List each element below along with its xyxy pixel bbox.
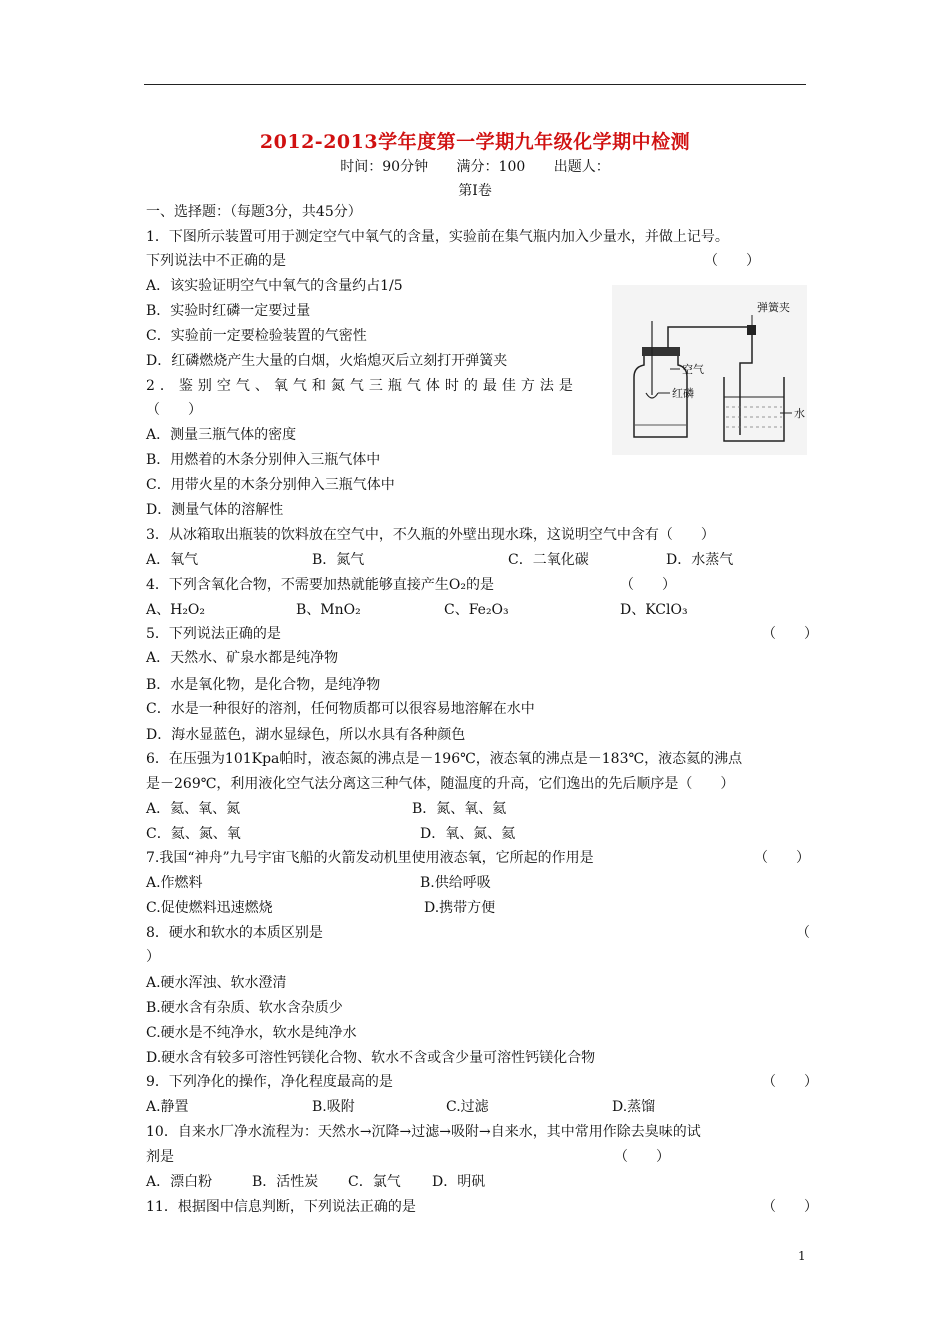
q2-stem: 2．鉴别空气、氧气和氮气三瓶气体时的最佳方法是 [146, 378, 578, 394]
q1-stem-line2: 下列说法中不正确的是 [146, 253, 286, 269]
q10-answer-paren: （ ） [614, 1149, 670, 1165]
q8-option-b: B.硬水含有杂质、软水含杂质少 [146, 1000, 343, 1016]
q6-option-d: D．氧、氮、氦 [420, 826, 516, 842]
q10-option-c: C．氯气 [348, 1174, 401, 1190]
q3-option-d: D．水蒸气 [666, 552, 734, 568]
q11-stem: 11．根据图中信息判断，下列说法正确的是 [146, 1199, 416, 1215]
q4-answer-paren: （ ） [620, 577, 676, 593]
q7-answer-paren: （ ） [754, 850, 810, 866]
q8-option-c: C.硬水是不纯净水，软水是纯净水 [146, 1025, 357, 1041]
q1-option-a: A．该实验证明空气中氧气的含量约占1/5 [146, 278, 403, 294]
q4-stem: 4．下列含氧化合物，不需要加热就能够直接产生O₂的是 [146, 577, 494, 593]
q6-stem-line2: 是－269℃，利用液化空气法分离这三种气体，随温度的升高，它们逸出的先后顺序是（ ） [146, 776, 735, 792]
q9-answer-paren: （ ） [762, 1074, 818, 1090]
q9-option-d: D.蒸馏 [612, 1099, 656, 1115]
q8-option-d: D.硬水含有较多可溶性钙镁化合物、软水不含或含少量可溶性钙镁化合物 [146, 1050, 596, 1066]
q5-answer-paren: （ ） [762, 626, 818, 642]
q2-answer-paren: （ ） [146, 402, 202, 418]
label-phosphorus: 红磷 [672, 387, 694, 400]
q3-stem: 3．从冰箱取出瓶装的饮料放在空气中，不久瓶的外壁出现水珠，这说明空气中含有（ ） [146, 527, 715, 543]
q5-option-c: C．水是一种很好的溶剂，任何物质都可以很容易地溶解在水中 [146, 701, 535, 717]
exam-meta [0, 156, 950, 176]
q4-option-d: D、KClO₃ [620, 602, 688, 618]
q8-option-a: A.硬水浑浊、软水澄清 [146, 975, 287, 991]
q6-option-b: B．氮、氧、氦 [412, 801, 507, 817]
q9-option-b: B.吸附 [312, 1099, 355, 1115]
q5-option-d: D．海水显蓝色，湖水显绿色，所以水具有各种颜色 [146, 727, 466, 743]
label-water: 水 [794, 407, 805, 420]
q5-option-a: A．天然水、矿泉水都是纯净物 [146, 650, 339, 666]
q9-option-c: C.过滤 [446, 1099, 489, 1115]
q6-option-c: C．氦、氮、氧 [146, 826, 241, 842]
q2-option-a: A．测量三瓶气体的密度 [146, 427, 297, 443]
q6-stem-line1: 6．在压强为101Kpa帕时，液态氮的沸点是－196℃，液态氧的沸点是－183℃，液态氦的沸点 [146, 751, 743, 767]
q10-option-d: D．明矾 [432, 1174, 486, 1190]
q7-option-a: A.作燃料 [146, 875, 203, 891]
section-heading: 一、选择题：（每题3分，共45分） [146, 204, 362, 220]
q9-stem: 9．下列净化的操作，净化程度最高的是 [146, 1074, 393, 1090]
exam-score: 满分：100 [456, 159, 526, 175]
q2-option-b: B．用燃着的木条分别伸入三瓶气体中 [146, 452, 381, 468]
q4-option-c: C、Fe₂O₃ [444, 602, 509, 618]
q2-option-c: C．用带火星的木条分别伸入三瓶气体中 [146, 477, 395, 493]
label-air: 空气 [682, 363, 704, 376]
apparatus-figure [612, 285, 807, 455]
q1-option-d: D．红磷燃烧产生大量的白烟，火焰熄灭后立刻打开弹簧夹 [146, 353, 508, 369]
q3-option-a: A．氧气 [146, 552, 199, 568]
q5-stem: 5．下列说法正确的是 [146, 626, 281, 642]
q11-answer-paren: （ ） [762, 1199, 818, 1215]
q9-option-a: A.静置 [146, 1099, 189, 1115]
spring-clip [747, 325, 756, 335]
bottle-stopper [642, 347, 680, 356]
q2-option-d: D．测量气体的溶解性 [146, 502, 284, 518]
q7-option-c: C.促使燃料迅速燃烧 [146, 900, 273, 916]
q8-stem: 8．硬水和软水的本质区别是 [146, 925, 323, 941]
q5-option-b: B．水是氧化物，是化合物，是纯净物 [146, 677, 381, 693]
label-clip: 弹簧夹 [757, 301, 790, 314]
q8-paren-open: （ [796, 925, 810, 941]
q4-option-a: A、H₂O₂ [146, 602, 206, 618]
q1-option-c: C．实验前一定要检验装置的气密性 [146, 328, 367, 344]
page-number: 1 [798, 1249, 806, 1263]
q7-option-d: D.携带方便 [424, 900, 496, 916]
q8-paren-close: ） [146, 949, 160, 965]
q7-option-b: B.供给呼吸 [420, 875, 491, 891]
exam-time: 时间：90分钟 [340, 159, 429, 175]
q1-stem-line1: 1．下图所示装置可用于测定空气中氧气的含量，实验前在集气瓶内加入少量水，并做上记号。 [146, 229, 729, 245]
q4-option-b: B、MnO₂ [296, 602, 361, 618]
q1-answer-paren: （ ） [704, 253, 760, 269]
q1-option-b: B．实验时红磷一定要过量 [146, 303, 311, 319]
q10-stem-line1: 10．自来水厂净水流程为：天然水→沉降→过滤→吸附→自来水，其中常用作除去臭味的试 [146, 1124, 701, 1140]
q3-option-b: B．氮气 [312, 552, 365, 568]
q10-stem-line2: 剂是 [146, 1149, 174, 1165]
q6-option-a: A．氦、氧、氮 [146, 801, 241, 817]
q7-stem: 7.我国“神舟”九号宇宙飞船的火箭发动机里使用液态氧，它所起的作用是 [146, 850, 594, 866]
page-title: 2012-2013学年度第一学期九年级化学期中检测 [259, 131, 691, 153]
header-rule [144, 84, 806, 85]
q10-option-a: A．漂白粉 [146, 1174, 213, 1190]
volume-label: 第I卷 [458, 183, 492, 199]
exam-author: 出题人： [553, 159, 610, 175]
q10-option-b: B．活性炭 [252, 1174, 319, 1190]
q3-option-c: C．二氧化碳 [508, 552, 589, 568]
